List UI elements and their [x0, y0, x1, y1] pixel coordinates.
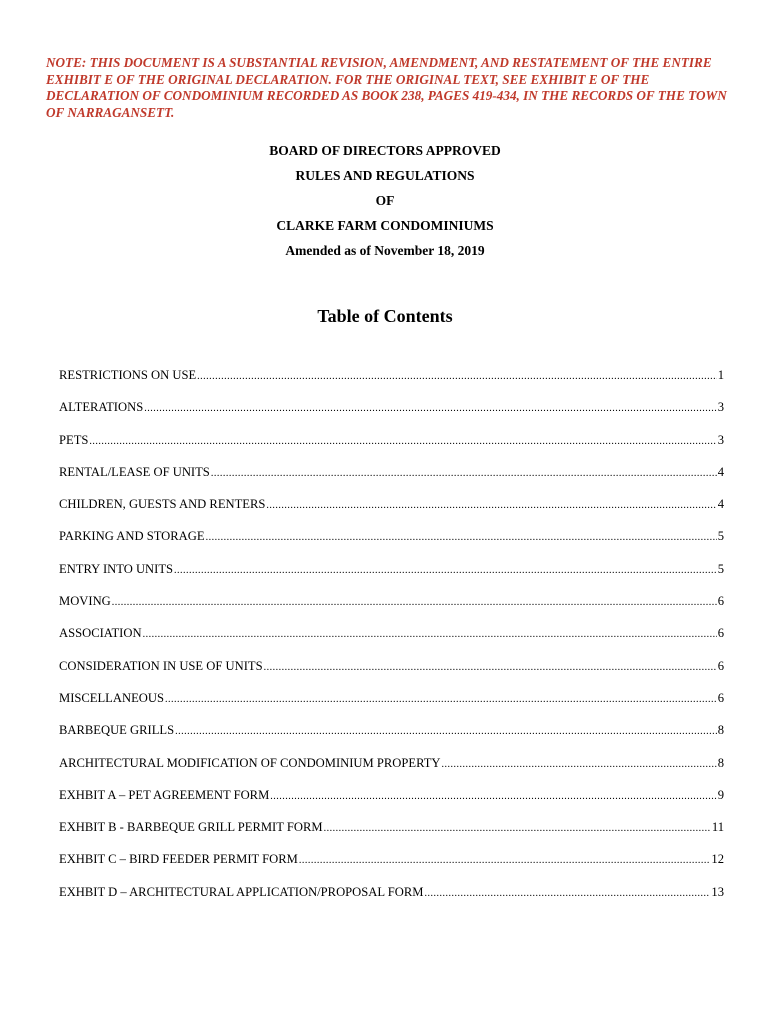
toc-entry[interactable] [59, 723, 724, 755]
toc-entry-page: 1 [717, 368, 724, 382]
toc-leader-dots [89, 436, 716, 447]
toc-entry[interactable] [59, 400, 724, 432]
toc-entry-page: 8 [717, 755, 724, 770]
toc-entry-page: 9 [717, 787, 724, 802]
toc-entry[interactable] [59, 594, 724, 626]
toc-entry-label: RESTRICTIONS ON USE [59, 368, 197, 382]
toc-leader-dots [424, 888, 710, 899]
toc-entry[interactable] [59, 529, 724, 561]
toc-entry[interactable] [59, 626, 724, 658]
toc-entry[interactable] [59, 368, 724, 400]
toc-entry-page: 11 [711, 820, 724, 835]
toc-leader-dots [144, 403, 717, 414]
toc-leader-dots [112, 597, 717, 608]
toc-entry[interactable] [59, 820, 724, 852]
toc-entry-page: 6 [717, 658, 724, 673]
toc-leader-dots [442, 759, 717, 770]
toc-entry[interactable] [59, 497, 724, 529]
toc-entry-label: BARBEQUE GRILLS [59, 723, 175, 738]
toc-leader-dots [206, 532, 717, 543]
toc-entry-label: MOVING [59, 594, 111, 609]
toc-entry-page: 13 [711, 884, 724, 899]
toc-entry[interactable] [59, 691, 724, 723]
toc-entry[interactable] [59, 433, 724, 465]
toc-title: Table of Contents [317, 306, 453, 326]
toc-leader-dots [266, 500, 716, 511]
header-line-board: BOARD OF DIRECTORS APPROVED [269, 143, 501, 158]
toc-entry-label: RENTAL/LEASE OF UNITS [59, 464, 210, 479]
toc-entry[interactable] [59, 852, 724, 884]
toc-leader-dots [264, 662, 717, 673]
toc-entry[interactable] [59, 659, 724, 691]
toc-entry[interactable] [59, 756, 724, 788]
toc-leader-dots [175, 726, 717, 737]
toc-leader-dots [143, 629, 717, 640]
toc-entry-label: PETS [59, 432, 89, 447]
toc-entry-page: 12 [711, 852, 724, 867]
toc-entry-page: 5 [717, 561, 724, 576]
table-of-contents [59, 368, 724, 917]
toc-entry-page: 6 [717, 626, 724, 641]
revision-note: NOTE: THIS DOCUMENT IS A SUBSTANTIAL REVISION, AMENDMENT, AND RESTATEMENT OF THE ENTIRE EXHIBIT E OF THE ORIGINAL DECLARATION. FOR THE ORIGINAL TEXT, SEE EXHIBIT E OF THE DECLARATION OF CONDOMINIUM RECORDED AS BOOK 238, PAGES 419-434, IN THE RECORDS OF THE TOWN OF NARRAGANSETT. [46, 55, 727, 120]
header-line-rules: RULES AND REGULATIONS [295, 168, 475, 183]
toc-entry-label: EXHBIT B - BARBEQUE GRILL PERMIT FORM [59, 820, 323, 835]
toc-leader-dots [299, 855, 711, 866]
toc-entry-label: ALTERATIONS [59, 400, 144, 415]
toc-leader-dots [270, 791, 716, 802]
header-line-of: OF [375, 193, 395, 208]
toc-entry-label: ARCHITECTURAL MODIFICATION OF CONDOMINIUM PROPERTY [59, 755, 441, 770]
toc-entry-page: 8 [717, 723, 724, 738]
toc-entry-page: 3 [717, 400, 724, 415]
toc-entry-label: MISCELLANEOUS [59, 690, 164, 705]
toc-entry-page: 4 [717, 497, 724, 512]
toc-leader-dots [174, 565, 717, 576]
toc-entry-page: 5 [717, 529, 724, 544]
toc-entry-label: EXHBIT C – BIRD FEEDER PERMIT FORM [59, 852, 298, 867]
toc-entry[interactable] [59, 788, 724, 820]
toc-entry-label: ASSOCIATION [59, 626, 142, 641]
toc-entry-page: 6 [717, 594, 724, 609]
toc-entry-label: CHILDREN, GUESTS AND RENTERS [59, 497, 266, 512]
document-header [0, 138, 770, 263]
toc-entry[interactable] [59, 885, 724, 917]
toc-entry-page: 4 [717, 464, 724, 479]
toc-leader-dots [211, 468, 717, 479]
header-line-amended-date: Amended as of November 18, 2019 [285, 243, 485, 258]
toc-entry[interactable] [59, 562, 724, 594]
toc-entry-page: 3 [717, 432, 724, 447]
toc-entry-label: EXHBIT A – PET AGREEMENT FORM [59, 787, 270, 802]
toc-leader-dots [165, 694, 717, 705]
toc-leader-dots [197, 371, 717, 382]
toc-entry-label: ENTRY INTO UNITS [59, 561, 174, 576]
toc-leader-dots [324, 823, 711, 834]
toc-entry-label: EXHBIT D – ARCHITECTURAL APPLICATION/PROPOSAL FORM [59, 884, 424, 899]
toc-entry-label: CONSIDERATION IN USE OF UNITS [59, 658, 263, 673]
toc-entry[interactable] [59, 465, 724, 497]
toc-entry-page: 6 [717, 690, 724, 705]
toc-entry-label: PARKING AND STORAGE [59, 529, 205, 544]
header-line-condominium-name: CLARKE FARM CONDOMINIUMS [276, 218, 494, 233]
